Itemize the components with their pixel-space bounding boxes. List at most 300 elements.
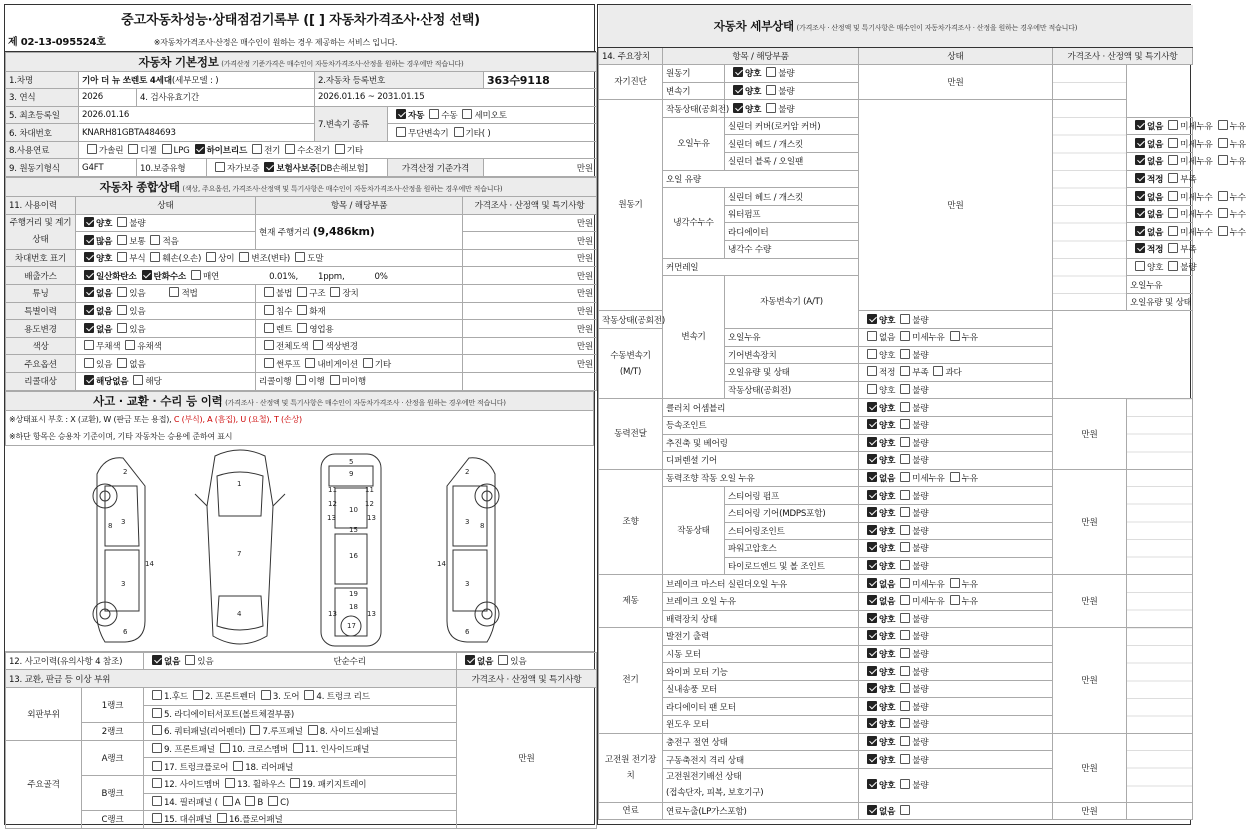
e4-micro-checkbox[interactable] bbox=[1168, 155, 1178, 165]
side-sill-checkbox[interactable] bbox=[308, 725, 318, 735]
item-mt2 bbox=[725, 346, 859, 364]
state-mt1 bbox=[859, 329, 1053, 347]
mt1-micro-checkbox[interactable] bbox=[900, 331, 910, 341]
business-checkbox[interactable] bbox=[297, 323, 307, 333]
e5-short-checkbox[interactable] bbox=[1168, 173, 1178, 183]
option-etc-checkbox[interactable] bbox=[363, 358, 373, 368]
st5-good-checkbox[interactable] bbox=[867, 560, 877, 570]
pw4-bad-checkbox[interactable] bbox=[900, 454, 910, 464]
s2-bad-checkbox[interactable] bbox=[766, 85, 776, 95]
achromatic-label: 무채색 bbox=[96, 342, 121, 353]
rank2-label: 2랭크 bbox=[82, 723, 144, 741]
floor-panel-checkbox[interactable] bbox=[217, 813, 227, 823]
item-st4-text: 파워고압호스 bbox=[728, 544, 777, 555]
hv1-bad-checkbox[interactable] bbox=[900, 736, 910, 746]
mt3-short-checkbox[interactable] bbox=[900, 366, 910, 376]
st0-micro-checkbox[interactable] bbox=[900, 472, 910, 482]
trans-etc-checkbox[interactable] bbox=[454, 127, 464, 137]
hood-checkbox[interactable] bbox=[152, 690, 162, 700]
e10-good-checkbox[interactable] bbox=[1135, 261, 1145, 271]
fire-checkbox[interactable] bbox=[297, 305, 307, 315]
recall-notdone-checkbox[interactable] bbox=[330, 375, 340, 385]
state-mt2 bbox=[859, 346, 1053, 364]
accident-exist-checkbox[interactable] bbox=[185, 655, 195, 665]
car-diagram bbox=[5, 446, 594, 652]
el1-bad-label: 불량 bbox=[912, 632, 929, 643]
mt1-leak-checkbox[interactable] bbox=[950, 331, 960, 341]
special-exist-checkbox[interactable] bbox=[117, 305, 127, 315]
package-tray-label: 19. 패키지트레이 bbox=[302, 780, 367, 791]
warranty-insurer-checkbox[interactable] bbox=[264, 162, 274, 172]
e8-none-checkbox[interactable] bbox=[1135, 226, 1145, 236]
smoke-checkbox[interactable] bbox=[191, 270, 201, 280]
el3-good-label: 양호 bbox=[879, 667, 896, 678]
st5-bad-checkbox[interactable] bbox=[900, 560, 910, 570]
reg-number: 363수9118 bbox=[487, 73, 550, 87]
vin-value: KNARH81GBTA484693 bbox=[79, 124, 315, 142]
el1-bad-checkbox[interactable] bbox=[900, 630, 910, 640]
item-mt4-text: 작동상태(공회전) bbox=[728, 386, 792, 397]
e6-none-label: 없음 bbox=[1147, 192, 1164, 203]
st4-bad-checkbox[interactable] bbox=[900, 542, 910, 552]
e1-bad-checkbox[interactable] bbox=[766, 103, 776, 113]
rent-checkbox[interactable] bbox=[264, 323, 274, 333]
hv2-good-label: 양호 bbox=[879, 755, 896, 766]
svg-text:2: 2 bbox=[465, 467, 470, 476]
vin-good-checkbox[interactable] bbox=[84, 252, 94, 262]
item-e6 bbox=[725, 188, 859, 206]
bk3-bad-checkbox[interactable] bbox=[900, 613, 910, 623]
quarter-panel-checkbox[interactable] bbox=[152, 725, 162, 735]
unit-st0: 만원 bbox=[1053, 469, 1127, 575]
e3-none-checkbox[interactable] bbox=[1135, 138, 1145, 148]
e3-leak-checkbox[interactable] bbox=[1218, 138, 1228, 148]
st1-bad-label: 불량 bbox=[912, 491, 929, 502]
price-unit: 만원 bbox=[463, 320, 597, 338]
fuel-diesel-checkbox[interactable] bbox=[128, 144, 138, 154]
warranty-insurer-name: [DB손해보험] bbox=[316, 163, 368, 174]
dash-panel-checkbox[interactable] bbox=[152, 813, 162, 823]
mt3-short-label: 부족 bbox=[912, 368, 929, 379]
e8-leakw-checkbox[interactable] bbox=[1218, 226, 1228, 236]
option-exist-checkbox[interactable] bbox=[84, 358, 94, 368]
cross-member-checkbox[interactable] bbox=[220, 743, 230, 753]
st2-good-checkbox[interactable] bbox=[867, 507, 877, 517]
el3-good-checkbox[interactable] bbox=[867, 666, 877, 676]
legend-damage: T (손상) bbox=[273, 414, 302, 424]
warranty-self-checkbox[interactable] bbox=[215, 162, 225, 172]
group-brake: 제동 bbox=[599, 575, 663, 628]
state-el1 bbox=[859, 628, 1053, 646]
st0-none-checkbox[interactable] bbox=[867, 472, 877, 482]
basic-info-title: 자동차 기본정보 bbox=[138, 54, 219, 69]
hv3-good-checkbox[interactable] bbox=[867, 779, 877, 789]
vin-label: 6. 차대번호 bbox=[6, 124, 79, 142]
legend-note: ※하단 항목은 승용차 기준이며, 기타 자동차는 승용에 준하여 표시 bbox=[6, 428, 594, 446]
hv1-good-checkbox[interactable] bbox=[867, 736, 877, 746]
item-mt3 bbox=[725, 364, 859, 382]
e6-none-checkbox[interactable] bbox=[1135, 191, 1145, 201]
recall-done-checkbox[interactable] bbox=[296, 375, 306, 385]
usage-none-checkbox[interactable] bbox=[84, 323, 94, 333]
trans-semi-checkbox[interactable] bbox=[462, 109, 472, 119]
pw3-good-checkbox[interactable] bbox=[867, 437, 877, 447]
vin-damage-checkbox[interactable] bbox=[150, 252, 160, 262]
pw3-bad-checkbox[interactable] bbox=[900, 437, 910, 447]
item-mt1 bbox=[725, 329, 859, 347]
bk1-leak-checkbox[interactable] bbox=[950, 578, 960, 588]
hood-label: 1.후드 bbox=[164, 692, 189, 703]
pw2-good-checkbox[interactable] bbox=[867, 419, 877, 429]
item-pw1 bbox=[663, 399, 859, 417]
tuning-exist-checkbox[interactable] bbox=[117, 287, 127, 297]
el2-bad-checkbox[interactable] bbox=[900, 648, 910, 658]
item-fu1 bbox=[663, 802, 859, 820]
accident-note: (가격조사 · 산정액 및 특기사항은 매수인이 자동차가격조사 · 산정을 원하는 경우에만 적습니다) bbox=[225, 398, 506, 407]
item-st1 bbox=[725, 487, 859, 505]
e6-microw-checkbox[interactable] bbox=[1168, 191, 1178, 201]
st2-bad-checkbox[interactable] bbox=[900, 507, 910, 517]
chromatic-checkbox[interactable] bbox=[125, 340, 135, 350]
e1-good-checkbox[interactable] bbox=[733, 103, 743, 113]
e7-none-label: 없음 bbox=[1147, 210, 1164, 221]
package-tray-checkbox[interactable] bbox=[290, 778, 300, 788]
radiator-support-checkbox[interactable] bbox=[152, 708, 162, 718]
exhaust-label: 배출가스 bbox=[6, 267, 76, 285]
trans-type-label: 7.변속기 종류 bbox=[315, 106, 388, 141]
year-value: 2026 bbox=[79, 89, 137, 107]
mt2-bad-checkbox[interactable] bbox=[900, 349, 910, 359]
el6-good-checkbox[interactable] bbox=[867, 718, 877, 728]
item-at2 bbox=[1127, 293, 1193, 311]
mileage-normal-checkbox[interactable] bbox=[117, 235, 127, 245]
svg-text:12: 12 bbox=[365, 499, 374, 508]
trunk-lid-checkbox[interactable] bbox=[304, 690, 314, 700]
pw2-bad-checkbox[interactable] bbox=[900, 419, 910, 429]
pillar-a-checkbox[interactable] bbox=[223, 796, 233, 806]
accident-header bbox=[5, 391, 594, 446]
s2-good-checkbox[interactable] bbox=[733, 85, 743, 95]
side-member-checkbox[interactable] bbox=[152, 778, 162, 788]
e10-bad-checkbox[interactable] bbox=[1168, 261, 1178, 271]
item-el4-text: 실내송풍 모터 bbox=[666, 685, 718, 696]
bk3-good-checkbox[interactable] bbox=[867, 613, 877, 623]
e7-microw-checkbox[interactable] bbox=[1168, 208, 1178, 218]
st0-leak-checkbox[interactable] bbox=[950, 472, 960, 482]
main-frame-label: 주요골격 bbox=[6, 740, 82, 828]
door-checkbox[interactable] bbox=[261, 690, 271, 700]
svg-text:16: 16 bbox=[349, 551, 358, 560]
e4-leak-checkbox[interactable] bbox=[1218, 155, 1228, 165]
vin-diff: 상이 bbox=[218, 254, 235, 265]
vin-altered-checkbox[interactable] bbox=[239, 252, 249, 262]
mt2-good-checkbox[interactable] bbox=[867, 349, 877, 359]
fuel-hybrid: 하이브리드 bbox=[206, 146, 248, 157]
state-st2 bbox=[859, 504, 1053, 522]
state-e5 bbox=[1127, 170, 1197, 188]
e2-micro-checkbox[interactable] bbox=[1168, 120, 1178, 130]
e8-microw-checkbox[interactable] bbox=[1168, 226, 1178, 236]
e2-none-checkbox[interactable] bbox=[1135, 120, 1145, 130]
vin-diff-checkbox[interactable] bbox=[206, 252, 216, 262]
item-hv3 bbox=[663, 768, 859, 802]
item-e1-text: 작동상태(공회전) bbox=[666, 104, 730, 115]
bk2-none-label: 없음 bbox=[879, 597, 896, 608]
at3-bad-checkbox[interactable] bbox=[900, 314, 910, 324]
mileage-few-checkbox[interactable] bbox=[150, 235, 160, 245]
item-s2-text: 변속기 bbox=[666, 86, 691, 97]
accident-none-checkbox[interactable] bbox=[152, 655, 162, 665]
accident-price-head: 가격조사 · 산정액 및 특기사항 bbox=[457, 670, 597, 688]
hc-checkbox[interactable] bbox=[142, 270, 152, 280]
mt3-proper-checkbox[interactable] bbox=[867, 366, 877, 376]
el5-bad-checkbox[interactable] bbox=[900, 701, 910, 711]
e2-leak-checkbox[interactable] bbox=[1218, 120, 1228, 130]
state-st1 bbox=[859, 487, 1053, 505]
mileage-label: 주행거리 및 계기상태 bbox=[6, 214, 76, 249]
group-self: 자기진단 bbox=[599, 65, 663, 100]
mt3-proper-label: 적정 bbox=[879, 368, 896, 379]
vin-painted: 도말 bbox=[307, 254, 324, 265]
bk2-none-checkbox[interactable] bbox=[867, 595, 877, 605]
pw1-good-checkbox[interactable] bbox=[867, 402, 877, 412]
e4-none-checkbox[interactable] bbox=[1135, 155, 1145, 165]
fuel-etc-checkbox[interactable] bbox=[335, 144, 345, 154]
item-e2 bbox=[725, 117, 859, 135]
option-none-checkbox[interactable] bbox=[117, 358, 127, 368]
state-bk2 bbox=[859, 592, 1053, 610]
el4-good-checkbox[interactable] bbox=[867, 683, 877, 693]
navi-checkbox[interactable] bbox=[305, 358, 315, 368]
item-el1-text: 발전기 출력 bbox=[666, 632, 710, 643]
detail-item-head: 항목 / 해당부품 bbox=[663, 47, 859, 65]
gauge-good-checkbox[interactable] bbox=[84, 217, 94, 227]
pillar-panel-checkbox[interactable] bbox=[152, 796, 162, 806]
legend-dent: U (요철), bbox=[240, 414, 274, 424]
usage-none: 없음 bbox=[96, 324, 113, 335]
tuning-legal-checkbox[interactable] bbox=[169, 287, 179, 297]
el5-good-checkbox[interactable] bbox=[867, 701, 877, 711]
tuning-label: 튜닝 bbox=[6, 285, 76, 303]
hv3-bad-label: 불량 bbox=[912, 781, 929, 792]
hv3-bad-checkbox[interactable] bbox=[900, 779, 910, 789]
achromatic-checkbox[interactable] bbox=[84, 340, 94, 350]
simple-none-checkbox[interactable] bbox=[465, 655, 475, 665]
state-el5 bbox=[859, 698, 1053, 716]
pillar-c-checkbox[interactable] bbox=[268, 796, 278, 806]
e9-proper-checkbox[interactable] bbox=[1135, 243, 1145, 253]
warranty-label: 10.보증유형 bbox=[137, 159, 207, 177]
usage-exist-checkbox[interactable] bbox=[117, 323, 127, 333]
state-el3 bbox=[859, 663, 1053, 681]
cross-member-label: 10. 크로스멤버 bbox=[231, 745, 288, 756]
el4-bad-checkbox[interactable] bbox=[900, 683, 910, 693]
unit-bk1: 만원 bbox=[1053, 575, 1127, 628]
item-pw1-text: 클러치 어셈블리 bbox=[666, 403, 726, 414]
mt1-leak-label: 누유 bbox=[961, 333, 978, 344]
fuel-lpg-checkbox[interactable] bbox=[162, 144, 172, 154]
simple-exist: 있음 bbox=[510, 657, 527, 668]
trunk-floor-checkbox[interactable] bbox=[152, 761, 162, 771]
state-el2 bbox=[859, 645, 1053, 663]
bk1-leak-label: 누유 bbox=[961, 579, 978, 590]
recall-na: 해당없음 bbox=[96, 377, 129, 388]
el1-good-checkbox[interactable] bbox=[867, 630, 877, 640]
pillar-b-checkbox[interactable] bbox=[245, 796, 255, 806]
navi-label: 내비게이션 bbox=[317, 359, 358, 370]
e9-proper-label: 적정 bbox=[1147, 245, 1164, 256]
mt3-over-checkbox[interactable] bbox=[933, 366, 943, 376]
dash-panel-label: 15. 대쉬패널 bbox=[164, 815, 213, 826]
mt1-none-checkbox[interactable] bbox=[867, 331, 877, 341]
tuning-illegal-checkbox[interactable] bbox=[264, 287, 274, 297]
e5-proper-checkbox[interactable] bbox=[1135, 173, 1145, 183]
e6-leakw-checkbox[interactable] bbox=[1218, 191, 1228, 201]
mileage-many-checkbox[interactable] bbox=[84, 235, 94, 245]
tuning-struct-checkbox[interactable] bbox=[297, 287, 307, 297]
mt4-bad-checkbox[interactable] bbox=[900, 384, 910, 394]
bk1-micro-checkbox[interactable] bbox=[900, 578, 910, 588]
side-member-label: 12. 사이드멤버 bbox=[164, 780, 221, 791]
pw1-bad-checkbox[interactable] bbox=[900, 402, 910, 412]
fuel-electric-checkbox[interactable] bbox=[252, 144, 262, 154]
recall-applic-checkbox[interactable] bbox=[133, 375, 143, 385]
fuel-hybrid-checkbox[interactable] bbox=[195, 144, 205, 154]
s1-good-checkbox[interactable] bbox=[733, 67, 743, 77]
price-unit: 만원 bbox=[463, 355, 597, 373]
state-fu1 bbox=[859, 802, 1053, 820]
doc-number: 제 02-13-095524호 bbox=[8, 37, 106, 49]
at3-good-checkbox[interactable] bbox=[867, 314, 877, 324]
st3-bad-checkbox[interactable] bbox=[900, 525, 910, 535]
hv2-good-checkbox[interactable] bbox=[867, 754, 877, 764]
fuel-gasoline-checkbox[interactable] bbox=[87, 144, 97, 154]
sunroof-checkbox[interactable] bbox=[264, 358, 274, 368]
e3-leak-label: 누유 bbox=[1229, 139, 1246, 150]
recall-na-checkbox[interactable] bbox=[84, 375, 94, 385]
item-bk2-text: 브레이크 오일 누유 bbox=[666, 597, 736, 608]
el6-bad-checkbox[interactable] bbox=[900, 718, 910, 728]
svg-text:13: 13 bbox=[367, 609, 376, 618]
svg-text:9: 9 bbox=[349, 469, 354, 478]
item-pw4-text: 디퍼렌셜 기어 bbox=[666, 456, 718, 467]
st1-bad-checkbox[interactable] bbox=[900, 490, 910, 500]
state-e9 bbox=[1127, 241, 1197, 259]
car-model-sub: (세부모델 : ) bbox=[171, 75, 219, 86]
rankC-label: C랭크 bbox=[82, 811, 144, 829]
e3-micro-checkbox[interactable] bbox=[1168, 138, 1178, 148]
front-fender-checkbox[interactable] bbox=[193, 690, 203, 700]
group-engine: 원동기 bbox=[599, 100, 663, 311]
tuning-exist: 있음 bbox=[129, 289, 146, 300]
reg-number-label: 2.자동차 등록번호 bbox=[315, 71, 484, 89]
fu1-none-checkbox[interactable] bbox=[867, 805, 877, 815]
svg-text:19: 19 bbox=[349, 589, 358, 598]
hv2-bad-label: 불량 bbox=[912, 755, 929, 766]
mt4-good-checkbox[interactable] bbox=[867, 384, 877, 394]
item-e4-text: 실린더 블록 / 오일팬 bbox=[728, 157, 804, 168]
item-el5 bbox=[663, 698, 859, 716]
rear-panel-checkbox[interactable] bbox=[233, 761, 243, 771]
hc-value: 1ppm, bbox=[318, 271, 345, 282]
special-none-checkbox[interactable] bbox=[84, 305, 94, 315]
roof-panel-checkbox[interactable] bbox=[250, 725, 260, 735]
item-e3-text: 실린더 헤드 / 개스킷 bbox=[728, 139, 804, 150]
left-panel bbox=[4, 4, 595, 825]
unit-pw1: 만원 bbox=[1053, 399, 1127, 469]
pw4-good-checkbox[interactable] bbox=[867, 454, 877, 464]
st1-good-checkbox[interactable] bbox=[867, 490, 877, 500]
fuel-hydrogen-checkbox[interactable] bbox=[285, 144, 295, 154]
detail-price-head: 가격조사 · 산정액 및 특기사항 bbox=[1053, 47, 1193, 65]
trans-manual-checkbox[interactable] bbox=[429, 109, 439, 119]
color-change-checkbox[interactable] bbox=[313, 340, 323, 350]
front-panel-checkbox[interactable] bbox=[152, 743, 162, 753]
bk1-none-checkbox[interactable] bbox=[867, 578, 877, 588]
tuning-none-checkbox[interactable] bbox=[84, 287, 94, 297]
trans-cvt-checkbox[interactable] bbox=[396, 127, 406, 137]
co-checkbox[interactable] bbox=[84, 270, 94, 280]
st4-good-checkbox[interactable] bbox=[867, 542, 877, 552]
tuning-device-checkbox[interactable] bbox=[330, 287, 340, 297]
el5-bad-label: 불량 bbox=[912, 702, 929, 713]
item-pw3 bbox=[663, 434, 859, 452]
s1-bad-label: 불량 bbox=[778, 69, 795, 80]
special-exist: 있음 bbox=[129, 306, 146, 317]
simple-exist-checkbox[interactable] bbox=[498, 655, 508, 665]
item-pw3-text: 추진축 및 베어링 bbox=[666, 438, 728, 449]
fuel-gasoline: 가솔린 bbox=[99, 146, 124, 157]
el2-good-checkbox[interactable] bbox=[867, 648, 877, 658]
gauge-bad-checkbox[interactable] bbox=[117, 217, 127, 227]
vin-corrosion-checkbox[interactable] bbox=[117, 252, 127, 262]
el6-bad-label: 불량 bbox=[912, 720, 929, 731]
tuning-device: 장치 bbox=[342, 289, 359, 300]
hv2-bad-checkbox[interactable] bbox=[900, 754, 910, 764]
st3-good-checkbox[interactable] bbox=[867, 525, 877, 535]
inside-panel-checkbox[interactable] bbox=[293, 743, 303, 753]
vin-good: 양호 bbox=[96, 254, 113, 265]
state-e3 bbox=[1127, 135, 1246, 153]
item-el2 bbox=[663, 645, 859, 663]
el4-bad-label: 불량 bbox=[912, 685, 929, 696]
e5-proper-label: 적정 bbox=[1147, 174, 1164, 185]
detail-table bbox=[598, 5, 1246, 820]
bk2-leak-label: 누유 bbox=[961, 597, 978, 608]
svg-text:7: 7 bbox=[237, 549, 242, 558]
el3-bad-checkbox[interactable] bbox=[900, 666, 910, 676]
full-paint-checkbox[interactable] bbox=[264, 340, 274, 350]
wheel-house-label: 13. 휠하우스 bbox=[237, 780, 286, 791]
fu1-exist-checkbox[interactable] bbox=[900, 805, 910, 815]
bk2-micro-checkbox[interactable] bbox=[900, 595, 910, 605]
trans-auto-checkbox[interactable] bbox=[396, 109, 406, 119]
mileage-normal: 보통 bbox=[129, 236, 146, 247]
first-reg-date: 2026.01.16 bbox=[79, 106, 315, 124]
e7-leakw-checkbox[interactable] bbox=[1218, 208, 1228, 218]
wheel-house-checkbox[interactable] bbox=[225, 778, 235, 788]
note-bk1 bbox=[1127, 575, 1193, 628]
e7-none-checkbox[interactable] bbox=[1135, 208, 1145, 218]
vin-corrosion: 부식 bbox=[129, 254, 146, 265]
group-elec: 전기 bbox=[599, 628, 663, 734]
e3-micro-label: 미세누유 bbox=[1180, 139, 1213, 150]
vin-painted-checkbox[interactable] bbox=[295, 252, 305, 262]
flood-checkbox[interactable] bbox=[264, 305, 274, 315]
e9-short-checkbox[interactable] bbox=[1168, 243, 1178, 253]
s1-bad-checkbox[interactable] bbox=[766, 67, 776, 77]
bk2-leak-checkbox[interactable] bbox=[950, 595, 960, 605]
